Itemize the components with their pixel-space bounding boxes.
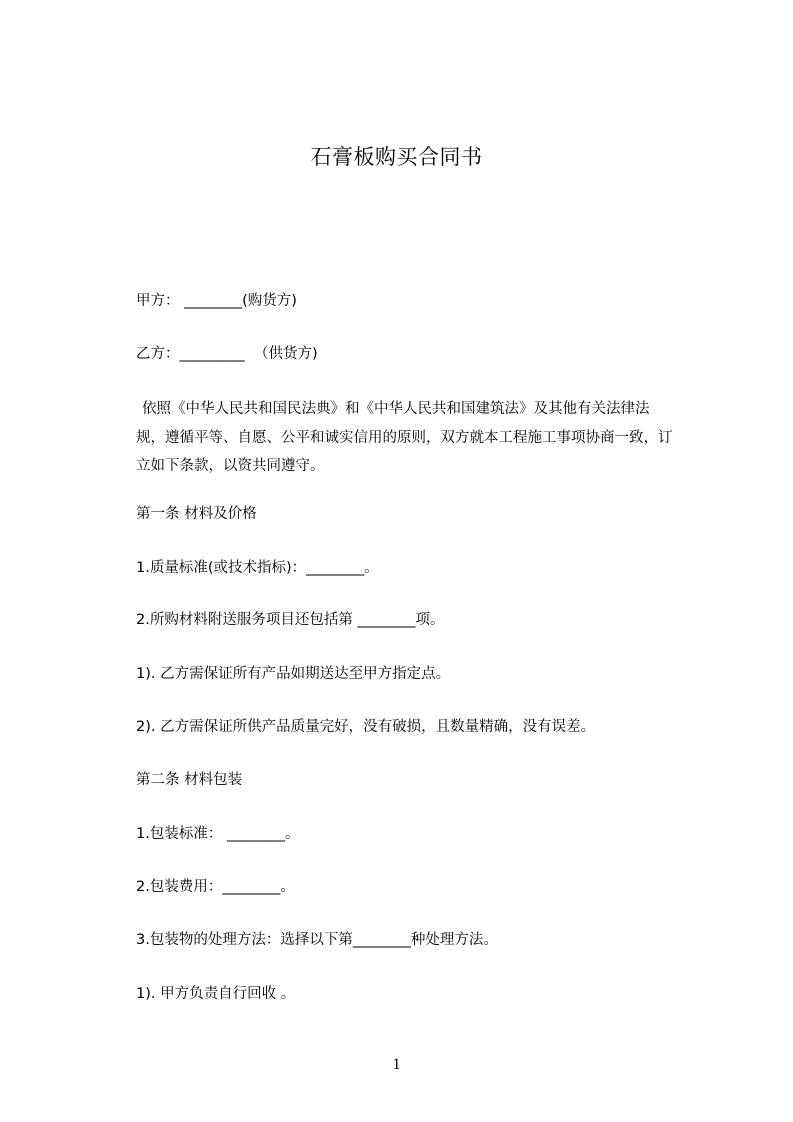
article-2-item: 1). 甲方负责自行回收 。 [136,986,296,1002]
intro-paragraph [136,395,673,481]
article-2-item: 1.包装标准： ________。 [136,826,300,842]
article-1-item: 2.所购材料附送服务项目还包括第 ________项。 [136,612,445,628]
article-2-heading: 第二条 材料包装 [136,772,243,788]
party-b-line: 乙方：_________ （供货方) [136,346,318,362]
document-title: 石膏板购买合同书 [310,145,483,169]
article-2-item: 2.包装费用：________。 [136,879,295,895]
article-1-item: 2). 乙方需保证所供产品质量完好，没有破损，且数量精确，没有误差。 [136,719,596,735]
article-1-item: 1.质量标准(或技术指标)：________。 [136,560,379,576]
article-2-item: 3.包装物的处理方法：选择以下第________种处理方法。 [136,932,498,948]
intro-line: 规，遵循平等、自愿、公平和诚实信用的原则，双方就本工程施工事项协商一致，订 [136,429,673,446]
party-a-line: 甲方： ________(购货方) [136,293,297,309]
intro-line: 依照《中华人民共和国民法典》和《中华人民共和国建筑法》及其他有关法律法 [142,401,650,417]
page-number: 1 [392,1056,401,1073]
article-1-heading: 第一条 材料及价格 [136,506,257,522]
intro-line: 立如下条款，以资共同遵守。 [136,458,325,474]
article-1-item: 1). 乙方需保证所有产品如期送达至甲方指定点。 [136,666,451,682]
